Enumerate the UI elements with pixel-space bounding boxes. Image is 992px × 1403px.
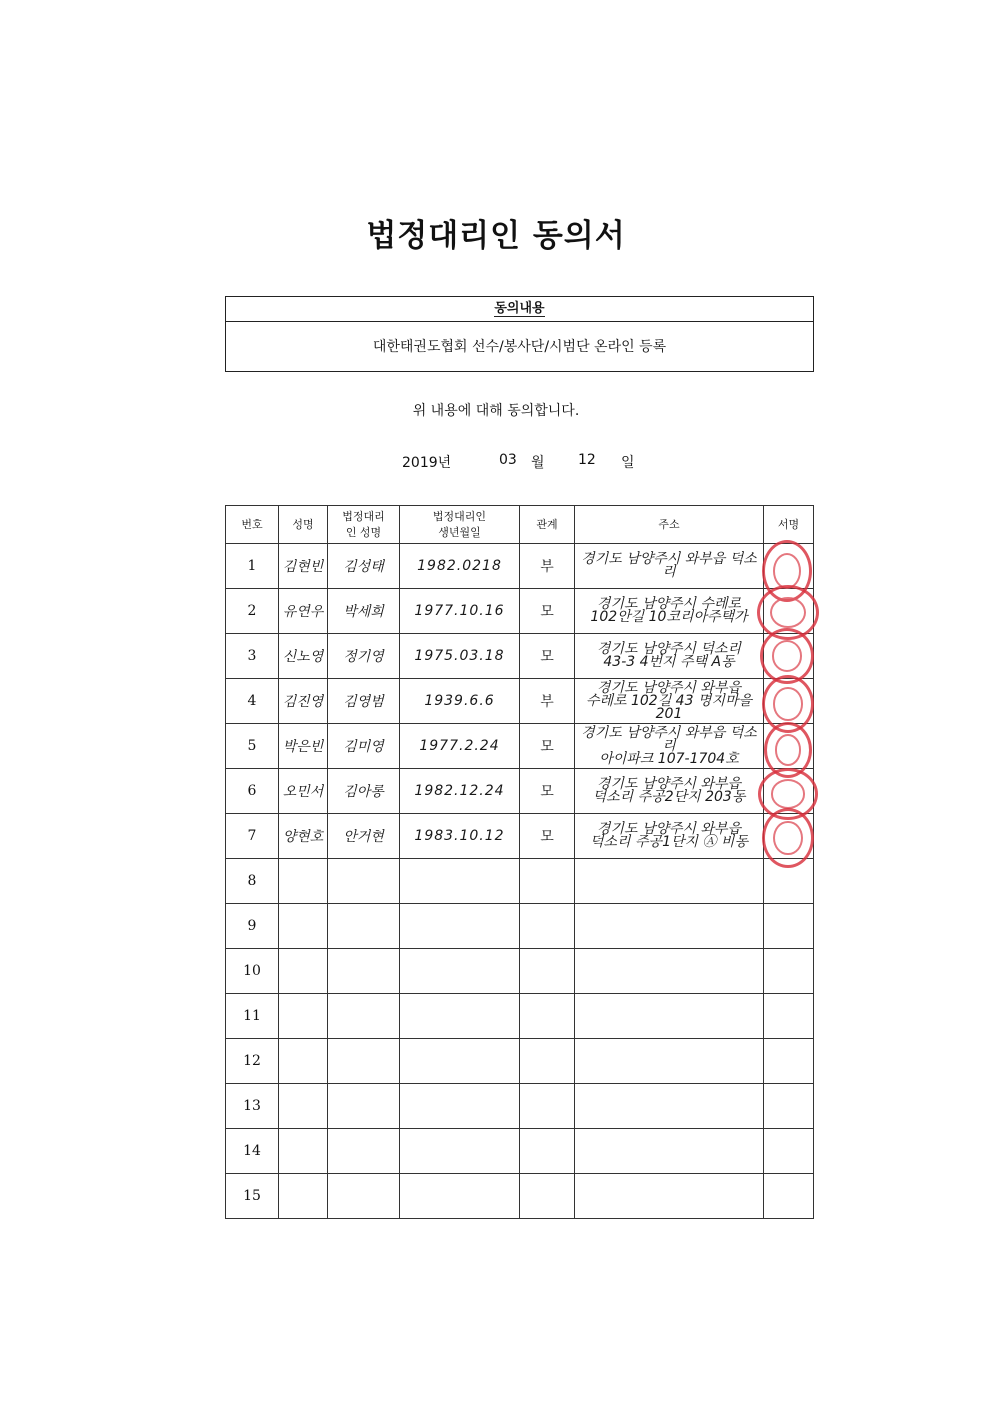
row-guardian-birth: 1983.10.12 xyxy=(400,814,520,859)
row-address xyxy=(575,1174,764,1219)
row-name xyxy=(279,904,328,949)
row-guardian-name xyxy=(328,949,400,994)
row-relation: 부 xyxy=(520,544,575,589)
row-relation: 부 xyxy=(520,679,575,724)
row-address xyxy=(575,859,764,904)
row-name: 오민서 xyxy=(279,769,328,814)
row-relation: 모 xyxy=(520,589,575,634)
header-relation: 관계 xyxy=(520,506,575,544)
row-no: 5 xyxy=(226,724,279,769)
header-guardian-name-text: 법정대리인 성명 xyxy=(342,509,385,539)
row-address-1: 경기도 남양주시 덕소리 xyxy=(596,641,742,657)
row-no: 6 xyxy=(226,769,279,814)
table-row xyxy=(226,814,814,859)
table-row xyxy=(226,904,814,949)
row-name xyxy=(279,859,328,904)
row-address-2: 102안길 10코리아주택가 xyxy=(590,609,748,625)
consent-box xyxy=(225,296,814,372)
row-name xyxy=(279,1174,328,1219)
row-relation xyxy=(520,994,575,1039)
row-address-1: 경기도 남양주시 와부읍 덕소리 xyxy=(581,724,757,754)
row-guardian-birth xyxy=(400,994,520,1039)
row-guardian-birth: 1977.10.16 xyxy=(400,589,520,634)
table-row xyxy=(226,544,814,589)
table-row xyxy=(226,1129,814,1174)
row-guardian-name xyxy=(328,1084,400,1129)
row-relation: 모 xyxy=(520,724,575,769)
row-no: 11 xyxy=(226,994,279,1039)
table-row xyxy=(226,1174,814,1219)
row-no: 13 xyxy=(226,1084,279,1129)
row-no: 7 xyxy=(226,814,279,859)
consent-text: 대한태권도협회 선수/봉사단/시범단 온라인 등록 xyxy=(372,339,667,355)
header-sign: 서명 xyxy=(764,506,814,544)
row-no: 4 xyxy=(226,679,279,724)
row-name xyxy=(279,994,328,1039)
row-address-1: 경기도 남양주시 와부읍 xyxy=(596,776,742,792)
row-address-2: 아이파크 107-1704호 xyxy=(599,750,739,767)
header-no: 번호 xyxy=(226,506,279,544)
row-guardian-birth: 1977.2.24 xyxy=(400,724,520,769)
row-address xyxy=(575,814,764,859)
table-row xyxy=(226,769,814,814)
row-name: 유연우 xyxy=(279,589,328,634)
row-guardian-name xyxy=(328,904,400,949)
signature-seal-icon xyxy=(762,808,814,868)
row-sign xyxy=(764,1129,814,1174)
row-relation xyxy=(520,1174,575,1219)
row-address xyxy=(575,1084,764,1129)
row-relation xyxy=(520,949,575,994)
agree-text: 위 내용에 대해 동의합니다. xyxy=(412,403,580,419)
table-row xyxy=(226,949,814,994)
table-row xyxy=(226,724,814,769)
row-guardian-name: 안거현 xyxy=(328,814,400,859)
row-guardian-birth: 1975.03.18 xyxy=(400,634,520,679)
row-address-1: 경기도 남양주시 와부읍 xyxy=(596,679,742,696)
header-address: 주소 xyxy=(575,506,764,544)
row-no: 1 xyxy=(226,544,279,589)
row-relation xyxy=(520,1129,575,1174)
date-month: 03 xyxy=(499,452,517,468)
row-address-2: 수레로 102길 43 명지마을 201 xyxy=(585,692,753,722)
consent-heading-text: 동의내용 xyxy=(494,301,545,316)
row-relation xyxy=(520,904,575,949)
table-row xyxy=(226,994,814,1039)
row-guardian-birth xyxy=(400,904,520,949)
table-row xyxy=(226,589,814,634)
date-day-unit: 일 xyxy=(621,455,635,471)
row-address-1: 경기도 남양주시 와부읍 xyxy=(596,821,742,837)
row-no: 14 xyxy=(226,1129,279,1174)
row-address xyxy=(575,634,764,679)
table-row xyxy=(226,679,814,724)
row-address xyxy=(575,994,764,1039)
row-name: 박은빈 xyxy=(279,724,328,769)
row-guardian-name: 박세희 xyxy=(328,589,400,634)
row-address xyxy=(575,544,764,589)
row-guardian-name xyxy=(328,994,400,1039)
row-guardian-birth xyxy=(400,859,520,904)
row-address-2: 덕소리 주공1단지 Ⓐ 비동 xyxy=(590,834,748,850)
row-guardian-birth: 1982.0218 xyxy=(400,544,520,589)
row-guardian-name xyxy=(328,1129,400,1174)
row-sign xyxy=(764,1084,814,1129)
row-address xyxy=(575,769,764,814)
table-row xyxy=(226,1084,814,1129)
consent-heading xyxy=(226,297,813,322)
row-no: 2 xyxy=(226,589,279,634)
row-address-2: 43-3 4번지 주택 A동 xyxy=(603,654,735,670)
header-name: 성명 xyxy=(279,506,328,544)
row-guardian-birth xyxy=(400,1174,520,1219)
row-guardian-birth xyxy=(400,1129,520,1174)
header-guardian-name xyxy=(328,506,400,544)
row-address-1: 경기도 남양주시 수레로 xyxy=(596,596,742,612)
row-guardian-birth xyxy=(400,949,520,994)
row-guardian-birth: 1939.6.6 xyxy=(400,679,520,724)
row-address xyxy=(575,1129,764,1174)
row-no: 8 xyxy=(226,859,279,904)
table-row xyxy=(226,859,814,904)
row-relation: 모 xyxy=(520,814,575,859)
row-name: 신노영 xyxy=(279,634,328,679)
row-name: 김진영 xyxy=(279,679,328,724)
row-guardian-name xyxy=(328,859,400,904)
row-address xyxy=(575,949,764,994)
row-sign xyxy=(764,904,814,949)
row-relation xyxy=(520,859,575,904)
table-row xyxy=(226,634,814,679)
row-no: 3 xyxy=(226,634,279,679)
row-relation: 모 xyxy=(520,634,575,679)
guardian-table xyxy=(225,505,814,1219)
row-guardian-birth xyxy=(400,1084,520,1129)
row-sign xyxy=(764,949,814,994)
row-no: 10 xyxy=(226,949,279,994)
header-guardian-birth-text: 법정대리인 생년월일 xyxy=(432,509,487,539)
table-body xyxy=(226,544,814,1219)
row-address xyxy=(575,589,764,634)
row-no: 12 xyxy=(226,1039,279,1084)
header-guardian-birth xyxy=(400,506,520,544)
row-no: 15 xyxy=(226,1174,279,1219)
row-address-2: 덕소리 주공2단지 203동 xyxy=(592,789,746,805)
row-sign xyxy=(764,994,814,1039)
table-row xyxy=(226,1039,814,1084)
row-address xyxy=(575,1039,764,1084)
document-title: 법정대리인 동의서 xyxy=(366,218,626,254)
row-no: 9 xyxy=(226,904,279,949)
row-relation xyxy=(520,1084,575,1129)
row-name xyxy=(279,1129,328,1174)
row-name xyxy=(279,1084,328,1129)
row-sign xyxy=(764,1039,814,1084)
date-month-unit: 월 xyxy=(531,455,545,471)
row-name: 김현빈 xyxy=(279,544,328,589)
row-guardian-name xyxy=(328,1174,400,1219)
row-relation xyxy=(520,1039,575,1084)
row-guardian-birth xyxy=(400,1039,520,1084)
row-address xyxy=(575,904,764,949)
table-header-row xyxy=(226,506,814,544)
row-name xyxy=(279,949,328,994)
row-guardian-name: 김성태 xyxy=(328,544,400,589)
row-sign xyxy=(764,1174,814,1219)
row-guardian-name xyxy=(328,1039,400,1084)
date-day: 12 xyxy=(578,452,596,468)
row-relation: 모 xyxy=(520,769,575,814)
row-guardian-name: 김영범 xyxy=(328,679,400,724)
row-name xyxy=(279,1039,328,1084)
row-address xyxy=(575,679,764,724)
row-guardian-birth: 1982.12.24 xyxy=(400,769,520,814)
row-address-1: 경기도 남양주시 와부읍 덕소리 xyxy=(581,551,757,580)
row-guardian-name: 김미영 xyxy=(328,724,400,769)
row-guardian-name: 정기영 xyxy=(328,634,400,679)
row-guardian-name: 김아롱 xyxy=(328,769,400,814)
row-name: 양현호 xyxy=(279,814,328,859)
row-address xyxy=(575,724,764,769)
date-year: 2019년 xyxy=(402,455,452,471)
